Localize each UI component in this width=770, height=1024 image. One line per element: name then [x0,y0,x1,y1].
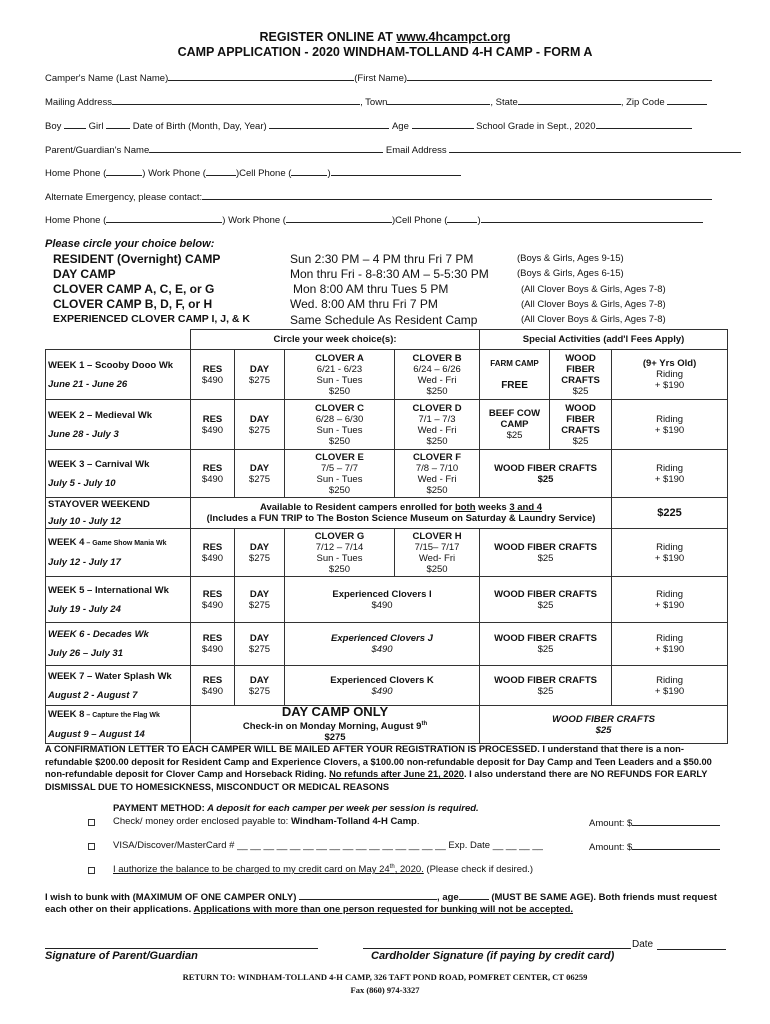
parent-name-label: Parent/Guardian's Name [45,145,150,156]
alt-home-phone-label: Home Phone ( [45,215,107,226]
option-experienced-clover[interactable]: EXPERIENCED CLOVER CAMP I, J, & K [53,313,251,325]
alt-cell-number-field[interactable] [481,213,703,223]
clover-d-cell[interactable]: CLOVER D 7/1 – 7/3 Wed - Fri $250 [395,400,480,450]
stayover-price[interactable]: $225 [612,498,728,529]
week3-riding-cell[interactable]: Riding + $190 [612,450,728,498]
ages-day-camp: (Boys & Girls, Ages 6-15) [517,268,624,279]
week6-day[interactable]: DAY $275 [235,623,285,666]
week-choice-table [45,329,728,744]
week6-res[interactable]: RES $490 [191,623,235,666]
age-field[interactable] [412,119,474,129]
option-clover-bdfh[interactable]: CLOVER CAMP B, D, F, or H [53,297,213,311]
bunk-name-field[interactable] [299,890,437,900]
state-label: , State [490,97,518,108]
week2-day[interactable]: DAY $275 [235,400,285,450]
schedule-clover-aceg: Mon 8:00 AM thru Tues 5 PM [293,282,449,296]
week1-riding-cell[interactable]: (9+ Yrs Old) Riding + $190 [612,350,728,400]
authorize-checkbox[interactable] [88,867,95,874]
address-row [45,95,707,108]
week1-wood-cell[interactable]: WOOD FIBER CRAFTS $25 [550,350,612,400]
authorize-option: I authorize the balance to be charged to my credit card on May 24th, 2020. (Please check if desired.) [113,864,534,876]
schedule-day-camp: Mon thru Fri - 8-8:30 AM – 5-5:30 PM [290,267,489,281]
dob-label: Date of Birth (Month, Day, Year) [132,121,267,132]
check-checkbox[interactable] [88,819,95,826]
bunk-request: I wish to bunk with (MAXIMUM OF ONE CAMPER ONLY) , age (MUST BE SAME AGE). Both friends must request each other on their applications. Applications with more than one person requested for bunking will not be accepted. [45,892,717,915]
table-row [46,666,728,706]
last-name-label: Camper's Name (Last Name) [45,73,169,84]
parent-signature-label: Signature of Parent/Guardian [45,950,198,962]
alt-emergency-row [45,190,712,203]
week2-riding-cell[interactable]: Riding + $190 [612,400,728,450]
form-title: CAMP APPLICATION - 2020 WINDHAM-TOLLAND 4-H CAMP - FORM A [177,45,593,59]
farm-camp-cell[interactable]: FARM CAMP FREE [480,350,550,400]
week3-day[interactable]: DAY $275 [235,450,285,498]
week2-cell[interactable]: WEEK 2 – Medieval Wk June 28 - July 3 [46,400,191,450]
schedule-experienced: Same Schedule As Resident Camp [290,313,478,327]
option-day-camp[interactable]: DAY CAMP [53,267,116,281]
clover-e-cell[interactable]: CLOVER E 7/5 – 7/7 Sun - Tues $250 [285,450,395,498]
age-label: Age [391,121,409,132]
return-address: RETURN TO: WINDHAM-TOLLAND 4-H CAMP, 326 TAFT POND ROAD, POMFRET CENTER, CT 06259 [182,972,588,982]
card-checkbox[interactable] [88,843,95,850]
cell-area-field[interactable] [291,166,327,176]
beef-cow-cell[interactable]: BEEF COW CAMP $25 [480,400,550,450]
card-option[interactable]: VISA/Discover/MasterCard # __ __ __ __ __ __ __ __ __ __ __ __ __ __ __ __ Exp. Date __ __ __ __ [113,840,543,851]
alt-home-area-field[interactable] [106,213,142,223]
camper-name-row [45,71,712,84]
experienced-j-cell[interactable]: Experienced Clovers J $490 [285,623,480,666]
close-paren: ) [327,168,331,179]
cardholder-signature-label: Cardholder Signature (if paying by credit card) [371,950,615,962]
town-field[interactable] [387,95,490,105]
table-row [46,498,728,529]
week2-res[interactable]: RES $490 [191,400,235,450]
clover-b-cell[interactable]: CLOVER B 6/24 – 6/26 Wed - Fri $250 [395,350,480,400]
alt-close-paren: ) [477,215,481,226]
parent-name-field[interactable] [149,143,383,153]
week8-wood-cell[interactable]: WOOD FIBER CRAFTS $25 [480,706,728,744]
ages-resident: (Boys & Girls, Ages 9-15) [517,253,624,264]
dob-row [45,119,692,132]
clover-a-cell[interactable]: CLOVER A 6/21 - 6/23 Sun - Tues $250 [285,350,395,400]
special-activities-header: Special Activities (add'l Fees Apply) [480,330,728,350]
first-name-label: (First Name) [354,73,408,84]
girl-label: Girl [88,121,104,132]
option-resident[interactable]: RESIDENT (Overnight) CAMP [53,252,221,266]
table-row [46,450,728,498]
clover-h-cell[interactable]: CLOVER H 7/15– 7/17 Wed- Fri $250 [395,529,480,577]
week-name: WEEK 1 – Scooby Dooo Wk [48,359,174,371]
phone-row [45,166,461,179]
check-amount: Amount: $ [589,816,720,829]
week1-day[interactable]: DAY $275 [235,350,285,400]
week3-cell[interactable]: WEEK 3 – Carnival Wk July 5 - July 10 [46,450,191,498]
week5-riding-cell[interactable]: Riding + $190 [612,577,728,623]
week-dates: June 21 - June 26 [48,378,128,390]
option-clover-aceg[interactable]: CLOVER CAMP A, C, E, or G [53,282,215,296]
week5-res[interactable]: RES $490 [191,577,235,623]
work-area-field[interactable] [206,166,236,176]
table-header-row [46,330,728,350]
week5-wood-cell[interactable]: WOOD FIBER CRAFTS $25 [480,577,612,623]
date-field[interactable] [657,949,726,950]
grade-field[interactable] [596,119,692,129]
work-phone-label: ) Work Phone ( [142,168,206,179]
cell-number-field[interactable] [331,166,461,176]
alt-work-number-field[interactable] [316,213,392,223]
clover-g-cell[interactable]: CLOVER G 7/12 – 7/14 Sun - Tues $250 [285,529,395,577]
week5-day[interactable]: DAY $275 [235,577,285,623]
cardholder-signature-line[interactable] [363,948,631,949]
week7-day[interactable]: DAY $275 [235,666,285,706]
date-label: Date [632,939,654,950]
parent-row [45,143,741,156]
payment-method-heading: PAYMENT METHOD: A deposit for each camper per week per session is required. [113,803,479,814]
table-row [46,706,728,744]
week6-riding-cell[interactable]: Riding + $190 [612,623,728,666]
alt-phone-row [45,213,703,226]
choice-heading: Please circle your choice below: [45,238,215,250]
week4-res[interactable]: RES $490 [191,529,235,577]
table-row [46,350,728,400]
check-amount-field[interactable] [632,816,720,826]
boy-label: Boy [45,121,62,132]
week6-wood-cell[interactable]: WOOD FIBER CRAFTS $25 [480,623,612,666]
email-label: Email Address [385,145,447,156]
card-amount-field[interactable] [632,840,720,850]
town-label: , Town [360,97,388,108]
home-area-field[interactable] [106,166,142,176]
alt-cell-phone-label: )Cell Phone ( [391,215,448,226]
week4-day[interactable]: DAY $275 [235,529,285,577]
cell-phone-label: )Cell Phone ( [235,168,292,179]
stayover-cell[interactable]: STAYOVER WEEKEND July 10 - July 12 [46,498,191,529]
alt-work-area-field[interactable] [286,213,316,223]
email-field[interactable] [449,143,741,153]
grade-label: School Grade in Sept., 2020 [476,121,596,132]
week7-wood-cell[interactable]: WOOD FIBER CRAFTS $25 [480,666,612,706]
week3-wood-cell[interactable]: WOOD FIBER CRAFTS $25 [480,450,612,498]
state-field[interactable] [518,95,621,105]
ages-clover-aceg: (All Clover Boys & Girls, Ages 7-8) [521,284,666,295]
week6-cell[interactable]: WEEK 6 - Decades Wk July 26 – July 31 [46,623,191,666]
mailing-address-field[interactable] [112,95,360,105]
parent-signature-line[interactable] [45,948,318,949]
fax-number: Fax (860) 974-3327 [350,985,420,995]
dob-field[interactable] [269,119,389,129]
week4-cell[interactable]: WEEK 4 – Game Show Mania Wk July 12 - July 17 [46,529,191,577]
header-prefix: REGISTER ONLINE AT [259,30,397,44]
alt-work-phone-label: ) Work Phone ( [222,215,286,226]
schedule-resident: Sun 2:30 PM – 4 PM thru Fri 7 PM [290,252,474,266]
table-row [46,577,728,623]
website-link[interactable]: www.4hcampct.org [396,30,511,44]
mailing-address-label: Mailing Address [45,97,113,108]
week3-res[interactable]: RES $490 [191,450,235,498]
girl-field[interactable] [106,119,130,129]
week8-cell[interactable]: WEEK 8 – Capture the Flag Wk August 9 – August 14 [46,706,191,744]
alt-home-number-field[interactable] [142,213,222,223]
confirmation-notice: A CONFIRMATION LETTER TO EACH CAMPER WILL BE MAILED AFTER YOUR REGISTRATION IS PROCESSED. I understand that there is a non-refundable $200.00 deposit for Resident Camp and Experience Clovers, a $100.00 non-refundable deposit for Day Camp and Teen Leaders and a $50.00 non-refundable deposit for Clover Camp and Horseback Riding. No refunds after June 21, 2020. I also understand there are NO REFUNDS FOR EARLY DISMISSAL DUE TO HOMESICKNESS, MISCONDUCT OR MEDICAL REASONS [45,744,712,792]
zip-field[interactable] [667,95,707,105]
week2-wood-cell[interactable]: WOOD FIBER CRAFTS $25 [550,400,612,450]
ages-experienced: (All Clover Boys & Girls, Ages 7-8) [521,314,666,325]
boy-field[interactable] [64,119,86,129]
circle-week-header: Circle your week choice(s): [191,330,480,350]
first-name-field[interactable] [407,71,712,81]
week7-res[interactable]: RES $490 [191,666,235,706]
experienced-i-cell[interactable]: Experienced Clovers I $490 [285,577,480,623]
clover-f-cell[interactable]: CLOVER F 7/8 – 7/10 Wed - Fri $250 [395,450,480,498]
week4-wood-cell[interactable]: WOOD FIBER CRAFTS $25 [480,529,612,577]
table-row [46,623,728,666]
week4-riding-cell[interactable]: Riding + $190 [612,529,728,577]
schedule-clover-bdfh: Wed. 8:00 AM thru Fri 7 PM [290,297,438,311]
clover-c-cell[interactable]: CLOVER C 6/28 – 6/30 Sun - Tues $250 [285,400,395,450]
home-phone-label: Home Phone ( [45,168,107,179]
week7-cell[interactable]: WEEK 7 – Water Splash Wk August 2 - August 7 [46,666,191,706]
week5-cell[interactable]: WEEK 5 – International Wk July 19 - July 24 [46,577,191,623]
alt-emergency-field[interactable] [202,190,712,200]
alt-emergency-label: Alternate Emergency, please contact: [45,192,203,203]
table-row [46,529,728,577]
check-option: Check/ money order enclosed payable to: Windham-Tolland 4-H Camp. [113,816,420,827]
experienced-k-cell[interactable]: Experienced Clovers K $490 [285,666,480,706]
card-amount: Amount: $ [589,840,720,853]
alt-cell-area-field[interactable] [447,213,477,223]
stayover-description: Available to Resident campers enrolled for both weeks 3 and 4 (Includes a FUN TRIP to The Boston Science Museum on Saturday & Laundry Service) [191,498,612,529]
last-name-field[interactable] [168,71,354,81]
week1-res[interactable]: RES $490 [191,350,235,400]
week1-cell[interactable] [46,350,191,400]
register-online-header [0,30,770,44]
bunk-age-field[interactable] [459,890,489,900]
ages-clover-bdfh: (All Clover Boys & Girls, Ages 7-8) [521,299,666,310]
day-camp-only-cell[interactable]: DAY CAMP ONLY Check-in on Monday Morning, August 9th $275 [191,706,480,744]
zip-label: , Zip Code [620,97,665,108]
table-row [46,400,728,450]
week7-riding-cell[interactable]: Riding + $190 [612,666,728,706]
